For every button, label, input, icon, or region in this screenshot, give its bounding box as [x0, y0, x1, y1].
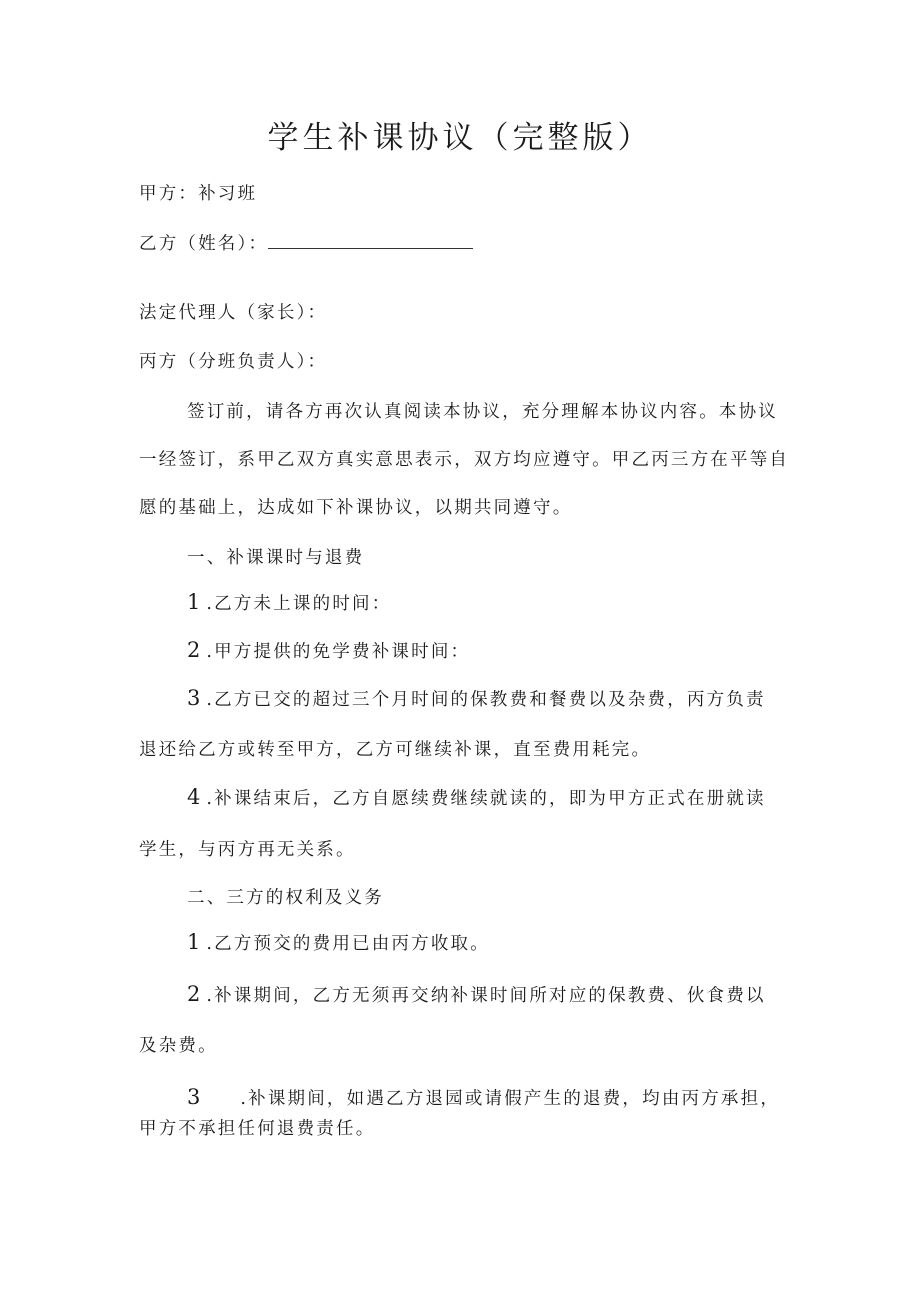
section-2-item-2-cont: 及杂费。 [139, 1036, 218, 1056]
item-number: 4 [187, 785, 201, 809]
section-1-item-4-cont: 学生，与丙方再无关系。 [139, 840, 356, 860]
preamble-line-3: 愿的基础上，达成如下补课协议，以期共同遵守。 [139, 498, 573, 518]
section-1-item-3-cont: 退还给乙方或转至甲方，乙方可继续补课，直至费用耗完。 [139, 740, 652, 760]
item-number: 1 [187, 930, 201, 954]
item-text: .补课结束后，乙方自愿续费继续就读的，即为甲方正式在册就读 [206, 789, 766, 809]
guardian-line: 法定代理人（家长）： [139, 303, 328, 323]
item-text: .补课期间，乙方无须再交纳补课时间所对应的保教费、伙食费以 [206, 986, 766, 1006]
section-2-heading: 二、三方的权利及义务 [187, 888, 384, 908]
party-c-line: 丙方（分班负责人）： [139, 352, 328, 372]
item-text: .乙方未上课的时间： [206, 594, 392, 614]
section-2-item-2 [187, 982, 766, 1007]
preamble-line-2: 一经签订，系甲乙双方真实意思表示，双方均应遵守。甲乙丙三方在平等自 [139, 450, 790, 470]
section-2-item-3 [187, 1085, 780, 1110]
party-a-line [139, 180, 257, 205]
party-a-label: 甲方： [139, 184, 199, 204]
document-title: 学生补课协议（完整版） [267, 120, 653, 156]
item-number: 2 [187, 638, 201, 662]
party-b-label: 乙方（姓名）： [139, 234, 269, 254]
item-number: 3 [187, 686, 201, 710]
section-1-item-3 [187, 686, 766, 711]
item-text: .乙方已交的超过三个月时间的保教费和餐费以及杂费，丙方负责 [206, 690, 766, 710]
item-number: 3 [187, 1085, 201, 1109]
party-a-value: 补习班 [198, 184, 258, 204]
section-1-item-2 [187, 638, 470, 663]
item-number: 1 [187, 590, 201, 614]
item-text: .甲方提供的免学费补课时间： [206, 642, 471, 662]
party-b-name-blank [268, 234, 473, 249]
section-1-heading: 一、补课课时与退费 [187, 548, 365, 568]
preamble-line-1: 签订前，请各方再次认真阅读本协议，充分理解本协议内容。本协议 [187, 402, 778, 422]
item-number: 2 [187, 982, 201, 1006]
section-2-item-1 [187, 930, 490, 955]
party-b-line [139, 230, 473, 255]
section-2-item-3-cont: 甲方不承担任何退费责任。 [139, 1119, 376, 1139]
item-text: .补课期间，如遇乙方退园或请假产生的退费，均由丙方承担， [240, 1089, 781, 1109]
section-1-item-1 [187, 590, 391, 615]
item-text: .乙方预交的费用已由丙方收取。 [206, 934, 490, 954]
section-1-item-4 [187, 785, 766, 810]
